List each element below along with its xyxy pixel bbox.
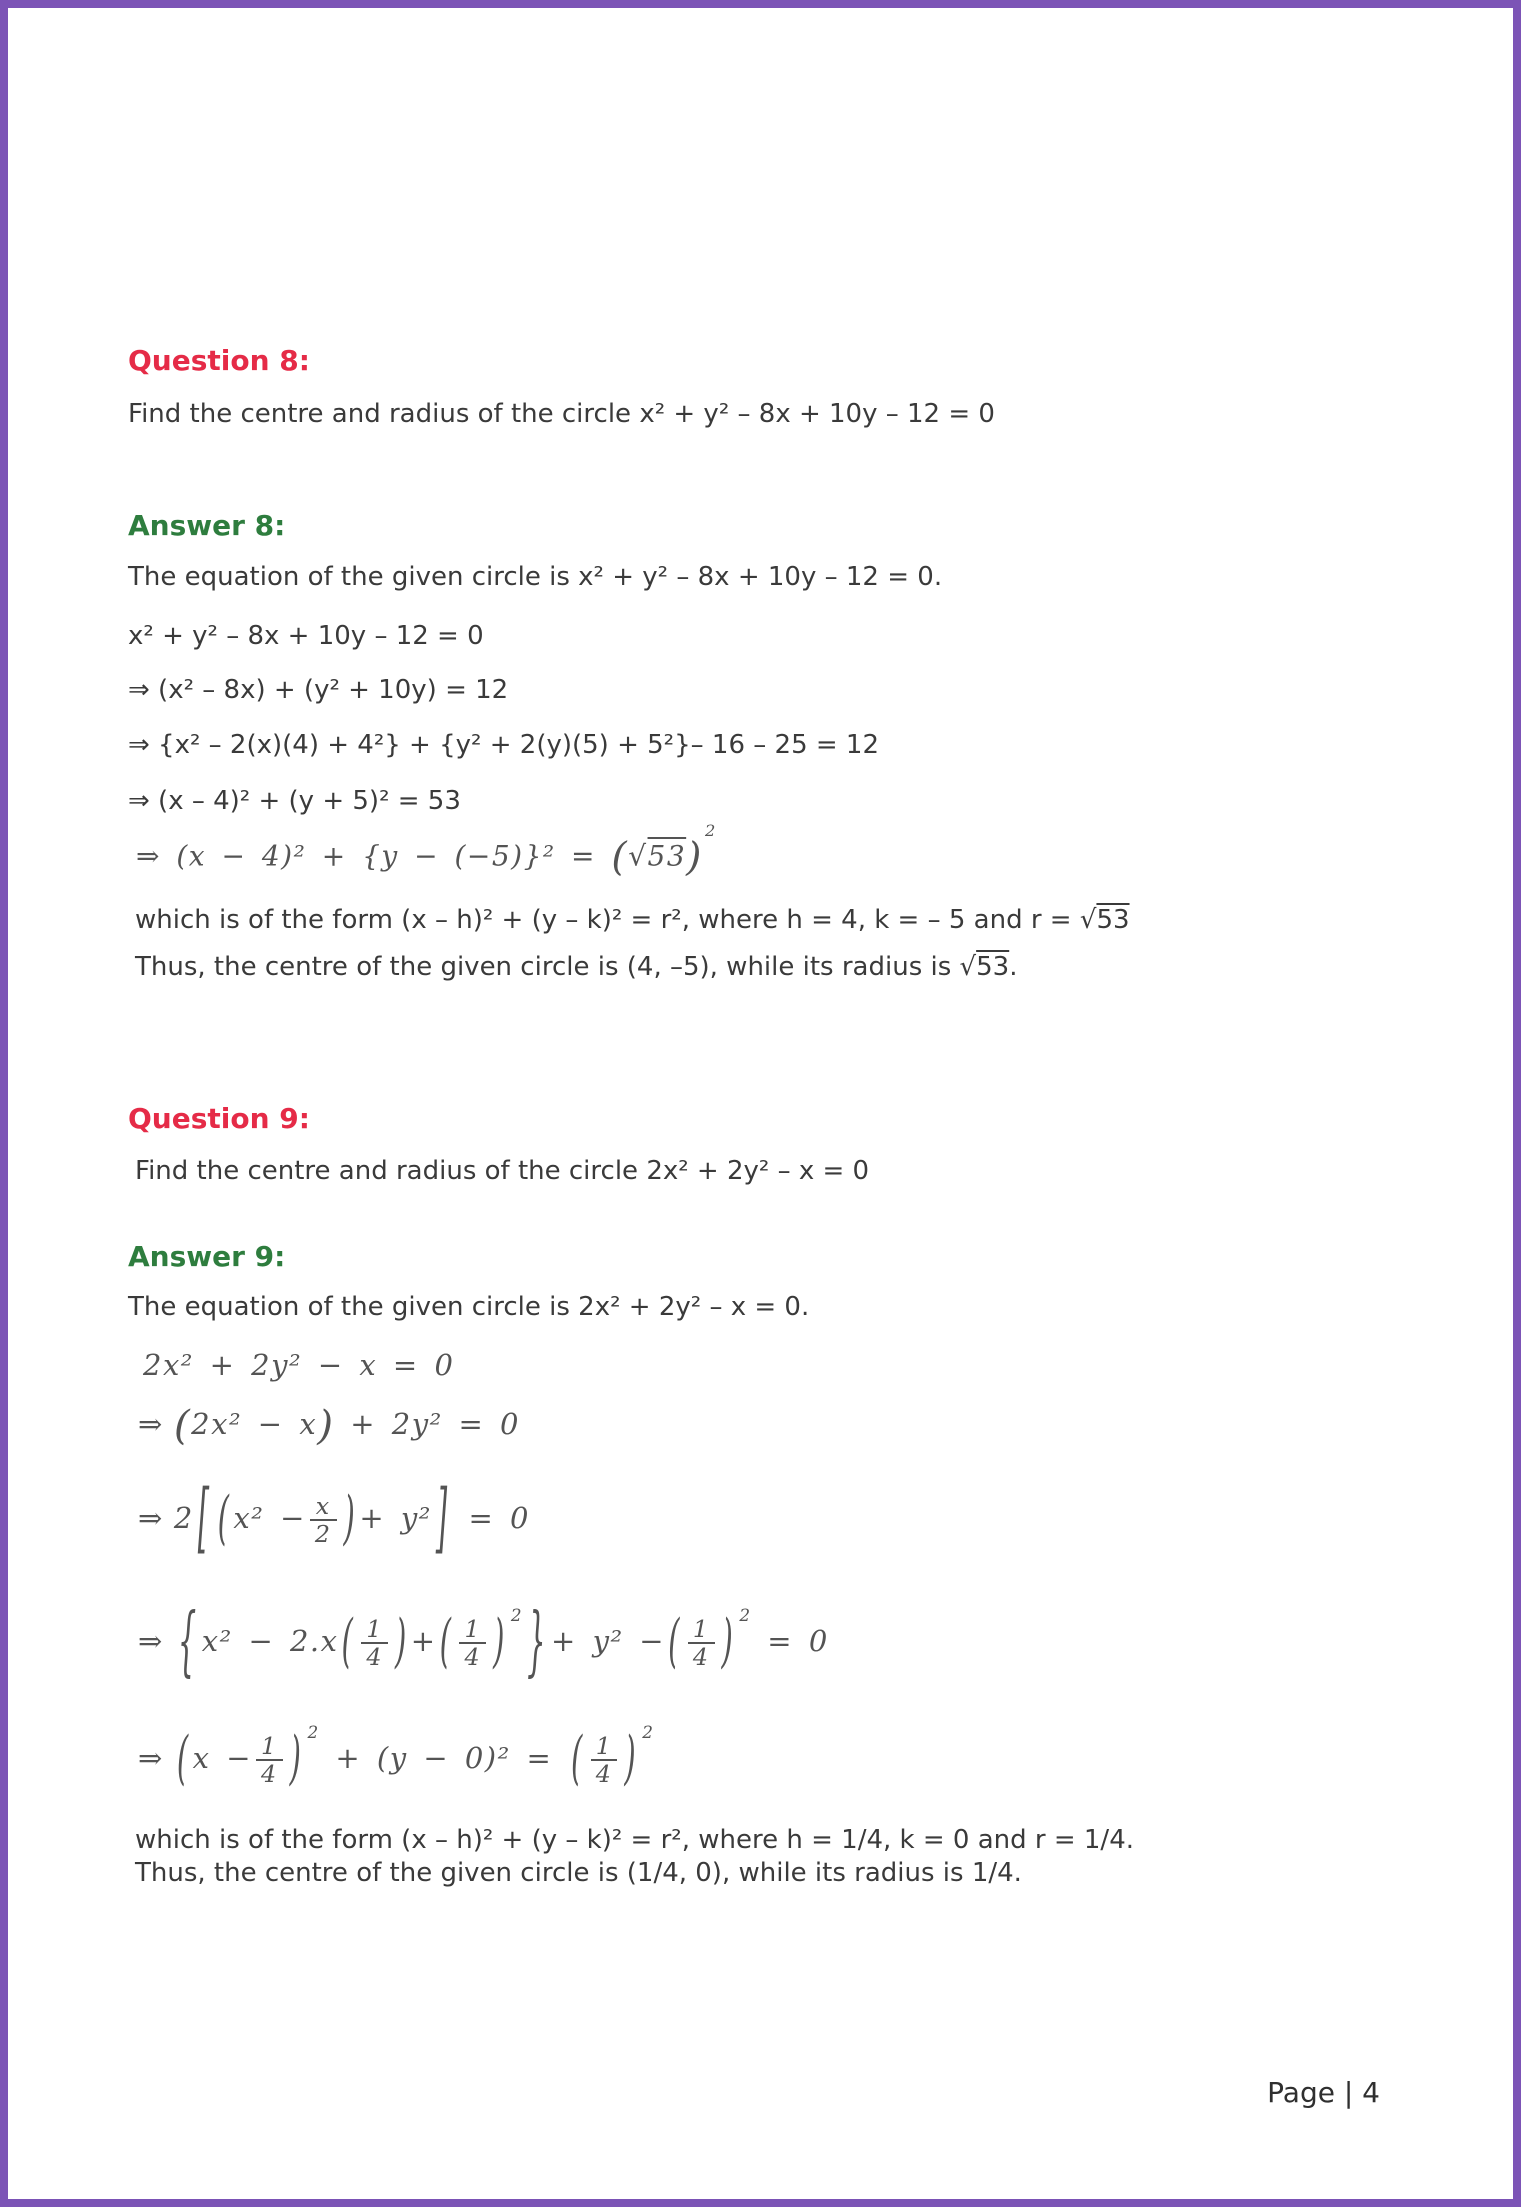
expression: + 2y² = 0 xyxy=(350,1407,520,1442)
right-paren-icon: ) xyxy=(493,1606,506,1675)
right-paren-icon: ) xyxy=(624,1723,638,1792)
answer-8-step-1: x² + y² – 8x + 10y – 12 = 0 xyxy=(128,621,484,651)
fraction xyxy=(591,1733,618,1787)
answer-8-heading: Answer 8: xyxy=(128,509,286,542)
question-9-prose: Find the centre and radius of the circle xyxy=(135,1156,639,1186)
left-paren-icon: ( xyxy=(611,835,629,880)
answer-9-heading: Answer 9: xyxy=(128,1240,286,1273)
radicand: 53 xyxy=(647,839,687,873)
sqrt-icon: √ xyxy=(959,952,977,982)
radicand: 53 xyxy=(976,952,1010,982)
answer-9-intro-formula: 2x² + 2y² – x = 0. xyxy=(578,1292,810,1322)
denominator: 4 xyxy=(688,1642,715,1670)
denominator: 4 xyxy=(591,1759,618,1787)
answer-9-step-2 xyxy=(138,1401,520,1450)
denominator: 4 xyxy=(459,1642,486,1670)
answer-9-intro-prose: The equation of the given circle is xyxy=(128,1292,570,1322)
implies-icon: ⇒ xyxy=(138,1624,164,1659)
period: . xyxy=(1009,952,1018,982)
exponent: 2 xyxy=(704,821,717,841)
exponent: 2 xyxy=(510,1605,524,1626)
right-brace-icon: } xyxy=(527,1596,548,1685)
coefficient: 2 xyxy=(173,1501,194,1536)
answer-8-step-3: ⇒ {x² – 2(x)(4) + 4²} + {y² + 2(y)(5) + 5²}– 16 – 25 = 12 xyxy=(128,730,880,760)
left-paren-icon: ( xyxy=(570,1723,584,1792)
answer-8-intro xyxy=(128,562,942,593)
expression: + (y − 0)² = xyxy=(335,1741,553,1776)
expression: x² − 2.x xyxy=(201,1624,339,1659)
left-paren-icon: ( xyxy=(668,1606,681,1675)
question-8-prose: Find the centre and radius of the circle xyxy=(128,399,632,429)
sqrt-icon: √ xyxy=(1079,905,1097,935)
numerator: 1 xyxy=(464,1615,482,1643)
exponent: 2 xyxy=(307,1722,320,1743)
answer-8-intro-prose: The equation of the given circle is xyxy=(128,562,570,592)
fraction xyxy=(459,1616,486,1670)
question-9-heading: Question 9: xyxy=(128,1102,310,1135)
left-paren-icon: ( xyxy=(439,1606,453,1675)
answer-9-step-5 xyxy=(138,1722,655,1792)
right-paren-icon: ) xyxy=(317,1401,335,1449)
numerator: x xyxy=(315,1492,331,1520)
numerator: 1 xyxy=(261,1732,278,1760)
left-paren-icon: ( xyxy=(173,1401,192,1449)
exponent: 2 xyxy=(739,1605,752,1626)
right-paren-icon: ) xyxy=(686,835,703,880)
question-9-text xyxy=(135,1156,869,1187)
denominator: 2 xyxy=(310,1519,337,1547)
answer-9-step-4 xyxy=(138,1596,829,1685)
right-bracket-icon: ] xyxy=(435,1473,449,1562)
implies-icon: ⇒ xyxy=(138,1741,164,1776)
expression: 2x² − x xyxy=(191,1407,318,1442)
answer-9-form-line: which is of the form (x – h)² + (y – k)² = r², where h = 1/4, k = 0 and r = 1/4. xyxy=(135,1825,1134,1855)
right-paren-icon: ) xyxy=(343,1483,357,1552)
fraction xyxy=(688,1616,715,1670)
page-number: Page | 4 xyxy=(1267,2076,1380,2109)
exponent: 2 xyxy=(642,1722,655,1743)
numerator: 1 xyxy=(692,1615,710,1643)
left-paren-icon: ( xyxy=(176,1723,190,1792)
left-paren-icon: ( xyxy=(217,1483,231,1552)
question-9-formula: 2x² + 2y² – x = 0 xyxy=(646,1156,870,1186)
implies-icon: ⇒ xyxy=(138,1407,164,1442)
denominator: 4 xyxy=(256,1759,283,1787)
fraction xyxy=(310,1493,337,1547)
fraction xyxy=(361,1616,388,1670)
answer-8-step-2: ⇒ (x² – 8x) + (y² + 10y) = 12 xyxy=(128,675,509,705)
radicand: 53 xyxy=(1096,905,1130,935)
answer-9-intro xyxy=(128,1292,809,1323)
plus-sign: + xyxy=(410,1624,437,1659)
answer-8-form-prose: which is of the form (x – h)² + (y – k)² = r², where h = 4, k = – 5 and r = xyxy=(135,905,1072,935)
answer-9-thus-line: Thus, the centre of the given circle is (1/4, 0), while its radius is 1/4. xyxy=(135,1858,1022,1888)
sqrt-icon: √ xyxy=(628,839,648,873)
question-8-text xyxy=(128,399,995,430)
answer-9-step-3 xyxy=(138,1473,530,1562)
expression: x − xyxy=(192,1741,253,1776)
answer-8-thus-prose: Thus, the centre of the given circle is (4, –5), while its radius is xyxy=(135,952,952,982)
numerator: 1 xyxy=(595,1732,613,1760)
expression: x² − xyxy=(233,1501,306,1536)
right-paren-icon: ) xyxy=(289,1723,303,1792)
left-bracket-icon: [ xyxy=(197,1473,211,1562)
expression: + y² xyxy=(359,1501,432,1536)
answer-8-form-line xyxy=(135,905,1130,936)
left-paren-icon: ( xyxy=(341,1606,355,1675)
answer-9-step-1: 2x² + 2y² − x = 0 xyxy=(143,1348,455,1382)
equals-zero: = 0 xyxy=(767,1624,829,1659)
fraction xyxy=(256,1733,283,1787)
answer-8-intro-formula: x² + y² – 8x + 10y – 12 = 0. xyxy=(578,562,943,592)
answer-8-step-4: ⇒ (x – 4)² + (y + 5)² = 53 xyxy=(128,786,461,816)
right-paren-icon: ) xyxy=(721,1606,735,1675)
implies-icon: ⇒ xyxy=(138,1501,164,1536)
expression: + y² − xyxy=(551,1624,666,1659)
left-brace-icon: { xyxy=(177,1596,198,1685)
question-8-formula: x² + y² – 8x + 10y – 12 = 0 xyxy=(639,399,995,429)
answer-8-thus-line xyxy=(135,952,1017,983)
right-paren-icon: ) xyxy=(394,1606,408,1675)
numerator: 1 xyxy=(366,1615,383,1643)
answer-8-step-5-lead: ⇒ (x − 4)² + {y − (−5)}² = xyxy=(136,839,596,873)
denominator: 4 xyxy=(361,1642,388,1670)
answer-8-step-5 xyxy=(136,821,717,881)
equals-zero: = 0 xyxy=(468,1501,530,1536)
question-8-heading: Question 8: xyxy=(128,344,310,377)
